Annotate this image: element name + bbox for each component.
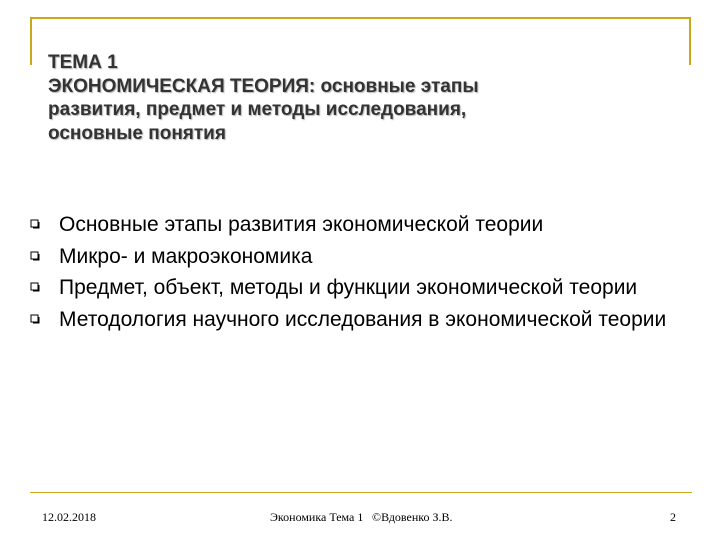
bullet-text: Методология научного исследования в экономической теории [59, 307, 667, 331]
slide-title [48, 51, 648, 145]
hollow-square-bullet-icon [30, 219, 40, 229]
slide-title-line: основные понятия [48, 122, 226, 144]
bullet-item [30, 210, 670, 240]
footer-course-label: Экономика Тема 1 [270, 510, 364, 524]
hollow-square-bullet-icon [30, 282, 40, 292]
hollow-square-bullet-icon [30, 314, 40, 324]
slide-title-line: ЭКОНОМИЧЕСКАЯ ТЕОРИЯ: основные этапы [48, 75, 479, 97]
footer-date: 12.02.2018 [42, 510, 96, 524]
slide-title-line: развития, предмет и методы исследования, [48, 99, 467, 120]
frame-top-line [30, 17, 691, 19]
bullet-text: Предмет, объект, методы и функции экономической теории [59, 276, 638, 299]
bullet-text: Основные этапы развития экономической теории [59, 213, 544, 236]
footer-copyright: ©Вдовенко З.В. [372, 510, 453, 524]
frame-left-line [30, 17, 32, 65]
slide-title-line: ТЕМА 1 [48, 52, 118, 73]
frame-right-line [689, 17, 691, 65]
bullet-list [30, 210, 670, 336]
hollow-square-bullet-icon [30, 251, 40, 261]
page-number: 2 [670, 510, 676, 524]
footer-divider [30, 492, 692, 493]
bullet-text: Микро- и макроэкономика [59, 244, 313, 268]
bullet-item [30, 305, 670, 335]
bullet-item [30, 242, 670, 272]
bullet-item [30, 273, 670, 303]
